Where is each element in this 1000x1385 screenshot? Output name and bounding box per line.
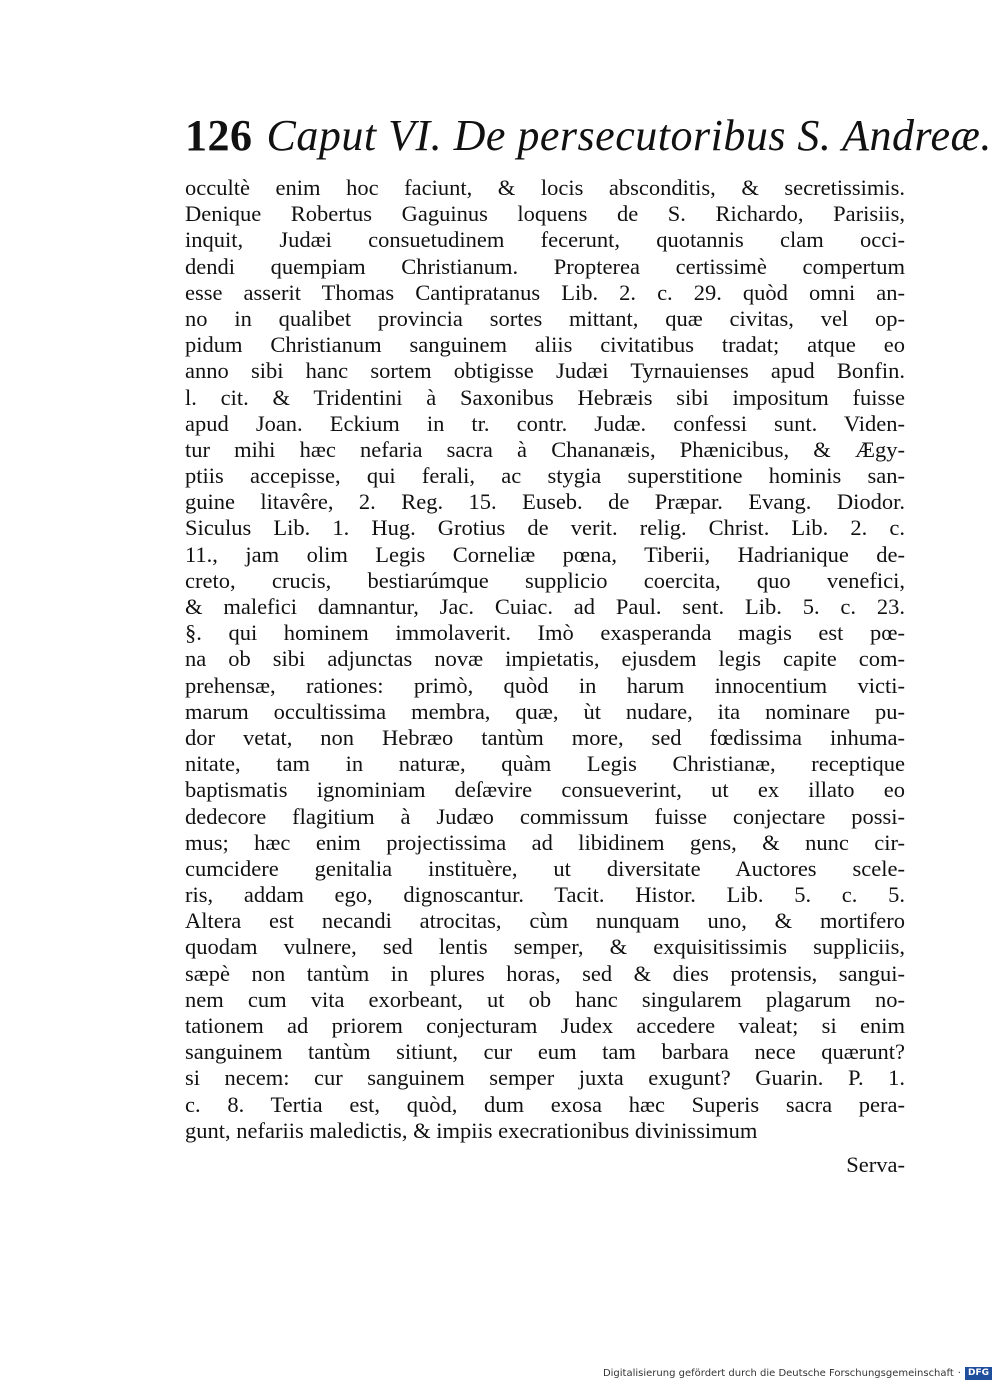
text-line: quodam vulnere, sed lentis semper, & exquisitissimis suppliciis, [185,934,905,960]
text-line: marum occultissima membra, quæ, ùt nudare, ita nominare pu- [185,698,905,724]
text-line: Siculus Lib. 1. Hug. Grotius de verit. relig. Christ. Lib. 2. c. [185,515,905,541]
page-number: 126 [185,111,253,160]
digitization-footer: Digitalisierung gefördert durch die Deutsche Forschungsgemeinschaft · DFG [603,1366,992,1380]
text-line: no in qualibet provincia sortes mittant, quæ civitas, vel op- [185,305,905,331]
text-line: sanguinem tantùm sitiunt, cur eum tam barbara nece quærunt? [185,1039,905,1065]
text-line: esse asserit Thomas Cantipratanus Lib. 2. c. 29. quòd omni an- [185,279,905,305]
text-line: sæpè non tantùm in plures horas, sed & dies protensis, sangui- [185,960,905,986]
text-line: apud Joan. Eckium in tr. contr. Judæ. confessi sunt. Viden- [185,410,905,436]
text-line: guine litavêre, 2. Reg. 15. Euseb. de Præpar. Evang. Diodor. [185,489,905,515]
text-line: baptismatis ignominiam deſævire consueverint, ut ex illato eo [185,777,905,803]
text-line: anno sibi hanc sortem obtigisse Judæi Tyrnauienses apud Bonfin. [185,358,905,384]
running-header [185,111,992,160]
text-line: c. 8. Tertia est, quòd, dum exosa hæc Superis sacra pera- [185,1091,905,1117]
dfg-logo-icon: DFG [965,1367,992,1380]
text-line: ris, addam ego, dignoscantur. Tacit. Histor. Lib. 5. c. 5. [185,882,905,908]
text-line: 11., jam olim Legis Corneliæ pœna, Tiberii, Hadrianique de- [185,541,905,567]
text-line: dedecore flagitium à Judæo commissum fuisse conjectare possi- [185,803,905,829]
text-line: na ob sibi adjunctas novæ impietatis, ejusdem legis capite com- [185,646,905,672]
text-line: Altera est necandi atrocitas, cùm nunquam uno, & mortifero [185,908,905,934]
text-line: inquit, Judæi consuetudinem fecerunt, quotannis clam occi- [185,227,905,253]
text-line: pidum Christianum sanguinem aliis civitatibus tradat; atque eo [185,332,905,358]
catchword: Serva- [846,1152,905,1177]
text-line: dendi quempiam Christianum. Propterea certissimè compertum [185,253,905,279]
text-line: creto, crucis, bestiarúmque supplicio coercita, quo venefici, [185,567,905,593]
text-line: l. cit. & Tridentini à Saxonibus Hebræis sibi impositum fuisse [185,384,905,410]
text-line: dor vetat, non Hebræo tantùm more, sed fœdissima inhuma- [185,724,905,750]
text-line: tur mihi hæc nefaria sacra à Chananæis, Phænicibus, & Ægy- [185,436,905,462]
text-line: & malefici damnantur, Jac. Cuiac. ad Paul. sent. Lib. 5. c. 23. [185,594,905,619]
text-line: prehensæ, rationes: primò, quòd in harum innocentium victi- [185,672,905,698]
text-line: cumcidere genitalia instituère, ut diversitate Auctores scele- [185,855,905,881]
text-line: occultè enim hoc faciunt, & locis absconditis, & secretissimis. [185,175,905,200]
text-line: nitate, tam in naturæ, quàm Legis Christianæ, receptique [185,751,905,777]
text-line: ptiis accepisse, qui ferali, ac stygia superstitione hominis san- [185,463,905,489]
text-line: si necem: cur sanguinem semper juxta exugunt? Guarin. P. 1. [185,1065,905,1091]
running-title: Caput VI. De persecutoribus S. Andreæ. [266,111,992,160]
text-line: nem cum vita exorbeant, ut ob hanc singularem plagarum no- [185,986,905,1012]
body-text [185,175,905,1144]
text-line: Denique Robertus Gaguinus loquens de S. Richardo, Parisiis, [185,201,905,227]
text-line: §. qui hominem immolaverit. Imò exasperanda magis est pœ- [185,620,905,646]
text-line: mus; hæc enim projectissima ad libidinem gens, & nunc cir- [185,829,905,855]
footer-credit: Digitalisierung gefördert durch die Deutsche Forschungsgemeinschaft [602,1367,954,1379]
text-line: tationem ad priorem conjecturam Judex accedere valeat; si enim [185,1013,905,1038]
text-line: gunt, nefariis maledictis, & impiis execrationibus divinissimum [185,1117,758,1143]
